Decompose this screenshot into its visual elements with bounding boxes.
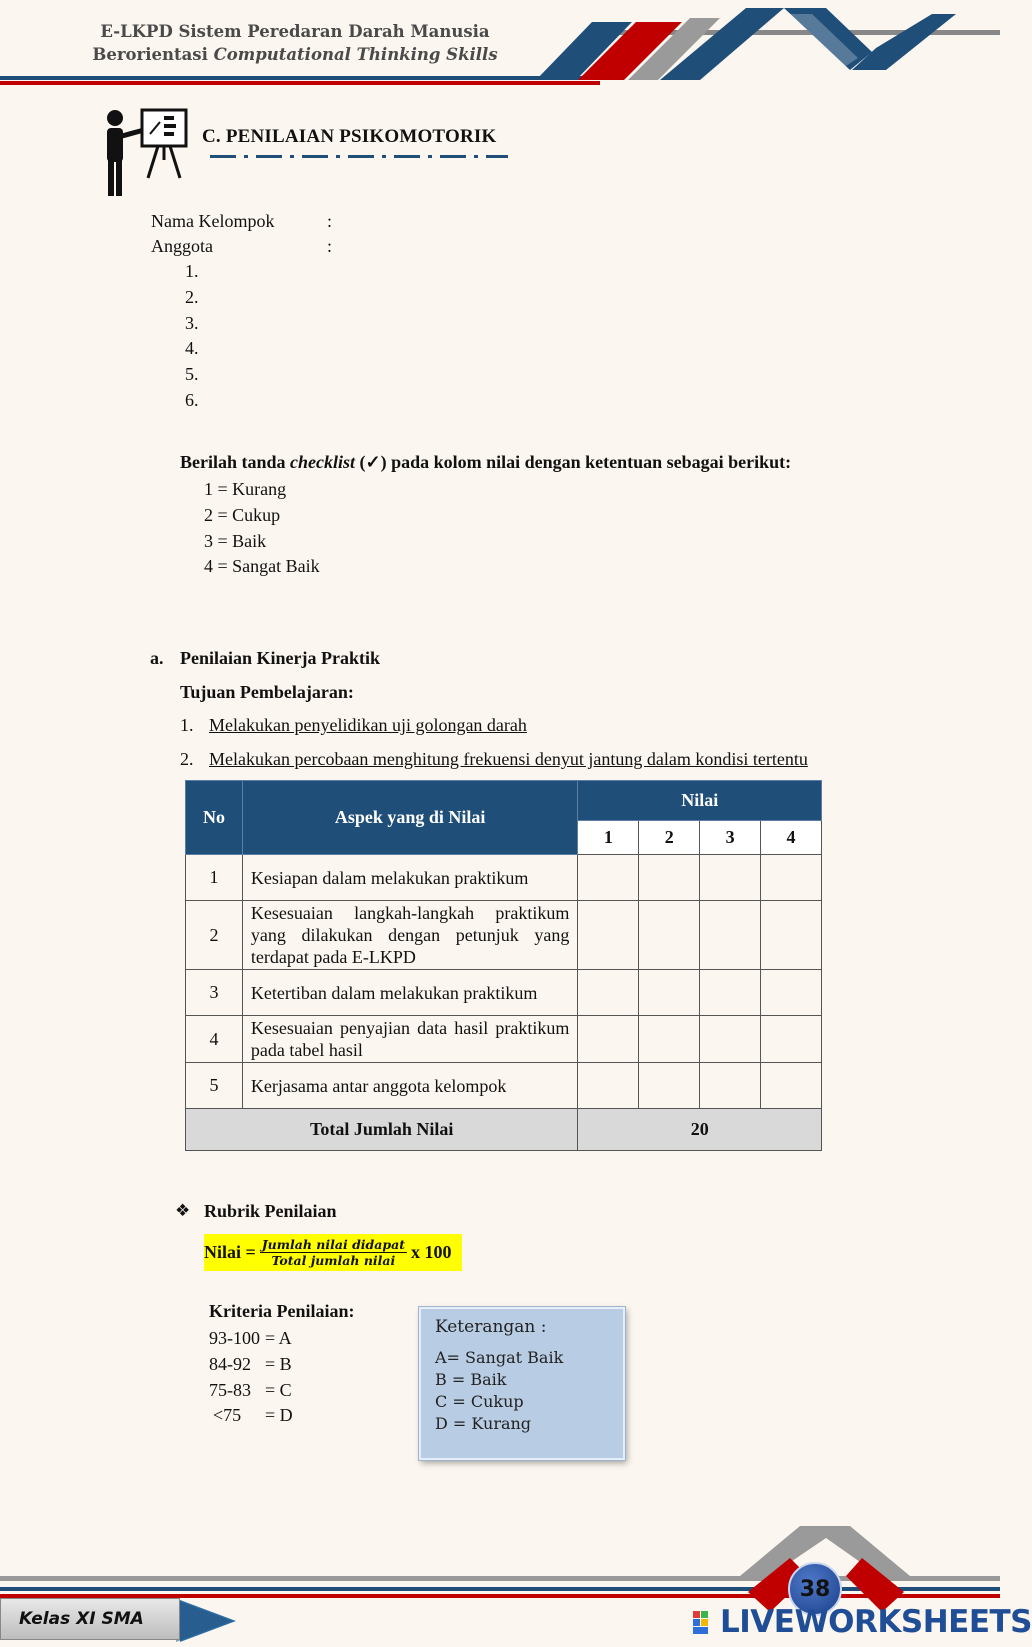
criteria-title: Kriteria Penilaian: (209, 1301, 355, 1321)
total-label: Total Jumlah Nilai (186, 1109, 578, 1151)
scale-list (204, 477, 320, 580)
watermark: LIVEWORKSHEETS (720, 1604, 1032, 1640)
scale-item: 1 = Kurang (204, 479, 287, 499)
rubric-title: Rubrik Penilaian (204, 1201, 337, 1221)
score-cell[interactable] (761, 855, 822, 901)
score-col-header: 4 (761, 821, 822, 855)
formula-denominator: Total jumlah nilai (271, 1253, 396, 1268)
row-aspect: Kerjasama antar anggota kelompok (242, 1063, 578, 1109)
diamond-bullet-icon: ❖ (175, 1201, 191, 1221)
score-col-header: 3 (700, 821, 761, 855)
row-number: 1 (186, 855, 243, 901)
criteria-item: <75 = D (213, 1405, 293, 1426)
row-number: 4 (186, 1016, 243, 1063)
member-label: Anggota (151, 236, 213, 256)
legend-item: C = Cukup (435, 1392, 524, 1411)
page-number: 38 (788, 1562, 842, 1616)
score-cell[interactable] (578, 1063, 639, 1109)
row-aspect: Kesesuaian langkah-langkah praktikum yang dilakukan dengan petunjuk yang terdapat pada E-LKPD (242, 901, 578, 970)
score-cell[interactable] (578, 901, 639, 970)
score-cell[interactable] (761, 901, 822, 970)
score-cell[interactable] (639, 1063, 700, 1109)
member-item: 3. (185, 312, 199, 333)
member-item: 6. (185, 389, 199, 410)
table-row (186, 855, 822, 901)
formula-fraction (260, 1237, 407, 1268)
score-cell[interactable] (639, 901, 700, 970)
col-header-score: Nilai (578, 781, 822, 821)
table-row (186, 1063, 822, 1109)
score-cell[interactable] (700, 1063, 761, 1109)
score-cell[interactable] (578, 1016, 639, 1063)
liveworksheets-logo-icon (693, 1611, 717, 1635)
teacher-board-icon (98, 108, 192, 202)
member-item: 2. (185, 286, 199, 307)
score-cell[interactable] (700, 970, 761, 1016)
score-col-header: 1 (578, 821, 639, 855)
member-list (185, 259, 199, 414)
formula-numerator: Jumlah nilai didapat (261, 1237, 406, 1252)
assessment-table (185, 780, 822, 1151)
legend-box (419, 1307, 625, 1460)
criteria-list (209, 1326, 293, 1429)
member-colon: : (327, 236, 333, 256)
row-number: 5 (186, 1063, 243, 1109)
legend-item: B = Baik (435, 1370, 507, 1389)
group-name-colon: : (327, 211, 333, 231)
col-header-no: No (186, 781, 243, 855)
table-row (186, 970, 822, 1016)
class-badge: Kelas XI SMA (0, 1598, 180, 1640)
group-name-label: Nama Kelompok (151, 211, 275, 231)
score-cell[interactable] (639, 1016, 700, 1063)
score-cell[interactable] (700, 901, 761, 970)
scale-item: 3 = Baik (204, 530, 267, 551)
table-header-row (186, 781, 822, 821)
score-cell[interactable] (761, 1016, 822, 1063)
header-line-1: E-LKPD Sistem Peredaran Darah Manusia (100, 22, 490, 41)
formula-right: x 100 (411, 1242, 452, 1262)
criteria-item: 93-100 = A (209, 1328, 292, 1348)
total-value: 20 (578, 1109, 822, 1151)
table-row (186, 1016, 822, 1063)
goal-title: Tujuan Pembelajaran: (180, 682, 354, 702)
scale-item: 4 = Sangat Baik (204, 556, 320, 577)
performance-marker: a. (150, 648, 164, 668)
total-row (186, 1109, 822, 1151)
goal-number: 1. (180, 715, 194, 735)
row-aspect: Ketertiban dalam melakukan praktikum (242, 970, 578, 1016)
member-item: 4. (185, 338, 199, 359)
goal-text: Melakukan percobaan menghitung frekuensi denyut jantung dalam kondisi tertentu (209, 749, 808, 769)
header-title (90, 20, 500, 66)
row-aspect: Kesesuaian penyajian data hasil praktikum pada tabel hasil (242, 1016, 578, 1063)
criteria-item: 75-83 = C (209, 1379, 292, 1400)
score-cell[interactable] (639, 855, 700, 901)
score-cell[interactable] (578, 970, 639, 1016)
score-col-header: 2 (639, 821, 700, 855)
row-aspect: Kesiapan dalam melakukan praktikum (242, 855, 578, 901)
goal-text: Melakukan penyelidikan uji golongan darah (209, 715, 527, 735)
section-title: C. PENILAIAN PSIKOMOTORIK (202, 126, 497, 147)
legend-title: Keterangan : (435, 1317, 547, 1337)
legend-item: D = Kurang (435, 1414, 532, 1433)
score-cell[interactable] (761, 1063, 822, 1109)
score-cell[interactable] (700, 1016, 761, 1063)
member-item: 5. (185, 364, 199, 385)
table-row (186, 901, 822, 970)
score-cell[interactable] (700, 855, 761, 901)
formula-left: Nilai = (204, 1242, 256, 1262)
section-title-underline (210, 155, 508, 158)
score-cell[interactable] (761, 970, 822, 1016)
header-line-2: Berorientasi Computational Thinking Skills (92, 45, 498, 64)
criteria-item: 84-92 = B (209, 1353, 292, 1374)
score-cell[interactable] (639, 970, 700, 1016)
legend-item: A= Sangat Baik (435, 1348, 564, 1367)
row-number: 3 (186, 970, 243, 1016)
score-formula (204, 1234, 462, 1271)
col-header-aspect: Aspek yang di Nilai (242, 781, 578, 855)
performance-title: Penilaian Kinerja Praktik (180, 648, 380, 668)
row-number: 2 (186, 901, 243, 970)
instruction-text: Berilah tanda checklist (✓) pada kolom nilai dengan ketentuan sebagai berikut: (180, 452, 792, 472)
goal-number: 2. (180, 749, 194, 769)
scale-item: 2 = Cukup (204, 504, 281, 525)
member-item: 1. (185, 261, 199, 281)
score-cell[interactable] (578, 855, 639, 901)
